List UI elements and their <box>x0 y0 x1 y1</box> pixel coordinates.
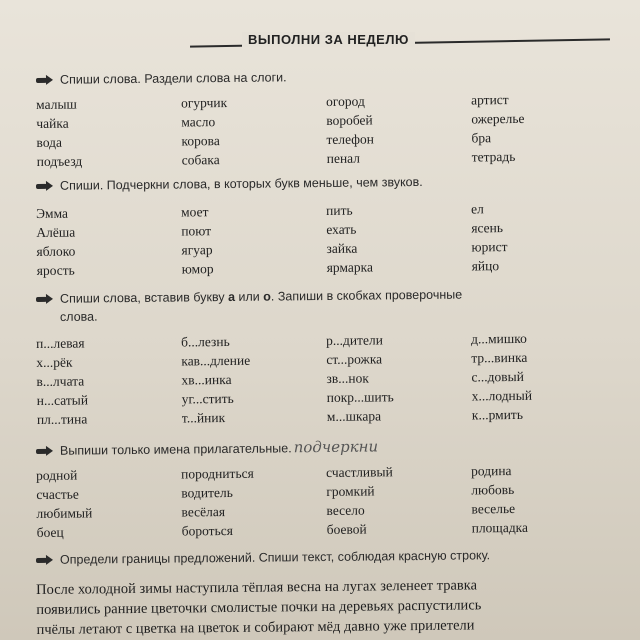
word: ст...рожка <box>326 351 383 367</box>
task1-instruction-text: Спиши слова. Раздели слова на слоги. <box>59 70 287 87</box>
word: т...йник <box>181 410 226 426</box>
task5-text-paragraph <box>36 574 627 640</box>
word: юрист <box>471 239 508 255</box>
word: уг...стить <box>181 390 234 407</box>
word: яблоко <box>36 243 76 259</box>
task3-instruction-line2 <box>60 310 98 324</box>
word: ярость <box>36 262 75 278</box>
text-line: После холодной зимы наступила тёплая весна на лугах зеленеет травка <box>36 577 478 598</box>
task2-word-grid <box>36 198 617 280</box>
word: артист <box>470 92 509 108</box>
word: н...сатый <box>36 392 89 408</box>
word: водитель <box>181 484 233 501</box>
word: ягуар <box>181 242 213 258</box>
pointer-arrow-icon <box>36 181 54 191</box>
word: родной <box>36 467 78 483</box>
word: д...мишко <box>470 330 527 347</box>
word: подъезд <box>36 153 83 169</box>
word: х...лодный <box>471 387 533 404</box>
word: телефон <box>326 131 375 147</box>
task4-instruction <box>36 437 378 459</box>
word: Алёша <box>36 224 76 240</box>
word: родина <box>470 463 512 479</box>
word: в...лчата <box>36 373 85 389</box>
word: громкий <box>326 483 375 499</box>
word: покр...шить <box>326 389 394 405</box>
word: ел <box>470 201 484 217</box>
task5-instruction <box>36 548 490 567</box>
pointer-arrow-icon <box>36 75 54 85</box>
word: тр...винка <box>471 349 528 366</box>
handwritten-note: подчеркни <box>293 437 379 457</box>
task1-instruction <box>36 70 287 87</box>
word: малыш <box>36 96 77 112</box>
task5-instruction-text: Определи границы предложений. Спиши текст, соблюдая красную строку. <box>59 548 491 567</box>
word: п...левая <box>36 335 85 351</box>
task3-instruction <box>36 288 462 306</box>
word: огурчик <box>181 94 228 111</box>
pointer-arrow-icon <box>36 294 54 304</box>
word: ехать <box>326 221 357 237</box>
page-header <box>0 28 640 58</box>
word: огород <box>326 93 365 109</box>
or-word: или <box>238 289 260 304</box>
word: вода <box>36 134 63 150</box>
word: бра <box>471 130 492 146</box>
task3-instruction-text-a: Спиши слова, вставив букву <box>59 290 225 306</box>
letter-o: о <box>263 289 271 304</box>
word: р...дители <box>326 332 383 348</box>
word: пенал <box>326 150 361 166</box>
word: б...лезнь <box>181 333 230 350</box>
word: боец <box>36 524 64 540</box>
word: пл...тина <box>36 411 88 427</box>
task4-word-grid <box>36 460 617 542</box>
page-title: ВЫПОЛНИ ЗА НЕДЕЛЮ <box>242 32 415 47</box>
word: зв...нок <box>326 370 369 386</box>
letter-a: а <box>227 289 236 304</box>
word: к...рмить <box>471 406 524 423</box>
text-line: пчёлы летают с цветка на цветок и собирают мёд давно уже прилетели <box>36 617 475 638</box>
word: площадка <box>471 519 529 536</box>
word: чайка <box>36 115 69 131</box>
word: юмор <box>181 261 214 277</box>
text-line: появились ранние цветочки смолистые почки на деревьях распустились <box>36 597 482 618</box>
task3-instruction-text-c: слова. <box>59 309 98 324</box>
word: м...шкара <box>326 408 382 424</box>
word: х...рёк <box>36 354 73 370</box>
word: корова <box>181 133 220 149</box>
word: с...довый <box>471 368 524 385</box>
word: любовь <box>471 481 515 498</box>
word: Эмма <box>36 205 69 221</box>
word: счастье <box>36 486 79 502</box>
word: веселье <box>471 500 516 517</box>
task2-instruction-text: Спиши. Подчеркни слова, в которых букв меньше, чем звуков. <box>59 174 423 193</box>
task2-instruction <box>36 175 423 193</box>
word: бороться <box>181 522 233 539</box>
word: ожерелье <box>471 110 525 127</box>
word: кав...дление <box>181 352 251 369</box>
word: ясень <box>471 220 504 236</box>
word: масло <box>181 114 216 130</box>
pointer-arrow-icon <box>36 555 54 565</box>
word: зайка <box>326 240 358 256</box>
task1-word-grid <box>36 89 617 171</box>
word: породниться <box>181 465 254 482</box>
word: боевой <box>326 521 367 537</box>
word: воробей <box>326 112 373 128</box>
word: пить <box>326 202 353 218</box>
word: моет <box>181 204 209 220</box>
word: весело <box>326 502 365 518</box>
pointer-arrow-icon <box>36 446 54 456</box>
task3-word-grid <box>36 328 617 429</box>
word: собака <box>181 152 220 168</box>
word: ярмарка <box>326 259 374 275</box>
word: тетрадь <box>471 148 516 165</box>
word: любимый <box>36 505 93 521</box>
word: яйцо <box>471 258 500 274</box>
word: счастливый <box>326 464 393 480</box>
task3-instruction-text-b: . Запиши в скобках проверочные <box>270 287 463 304</box>
word: весёлая <box>181 504 226 520</box>
word: поют <box>181 223 212 239</box>
task4-instruction-text: Выпиши только имена прилагательные. <box>59 441 292 458</box>
word: хв...инка <box>181 371 232 388</box>
